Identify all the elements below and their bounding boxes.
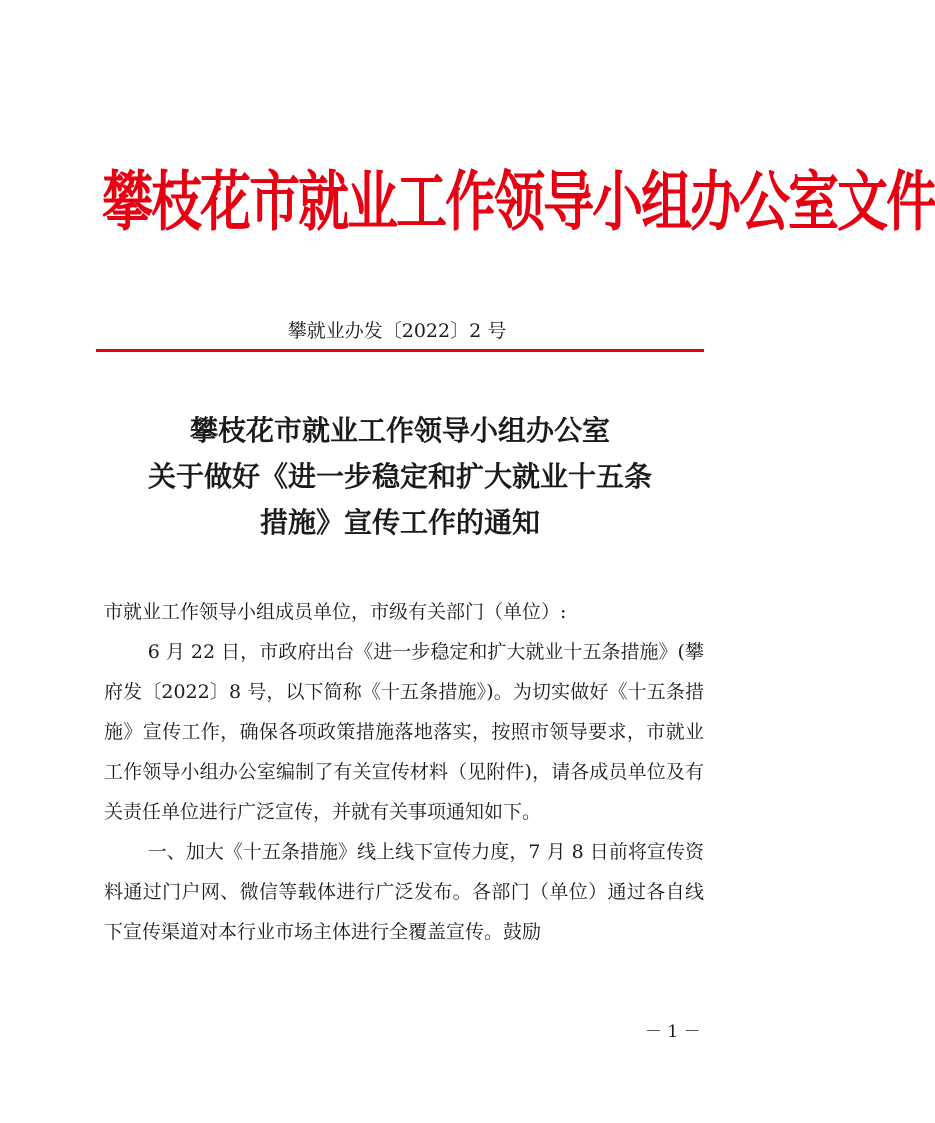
salutation: 市就业工作领导小组成员单位，市级有关部门（单位）:: [104, 601, 567, 623]
red-separator-line: [96, 349, 704, 352]
document-number: 攀就业办发〔2022〕2 号: [287, 320, 507, 342]
body-paragraph-2: 一、加大《十五条措施》线上线下宣传力度，7 月 8 日前将宣传资料通过门户网、微信等载体进行广泛发布。各部门（单位）通过各自线下宣传渠道对本行业市场主体进行全覆盖宣传。鼓励: [104, 841, 704, 943]
page-number: － 1 －: [645, 1022, 701, 1042]
document-title: [96, 408, 704, 546]
title-line-1: 攀枝花市就业工作领导小组办公室: [189, 414, 610, 447]
body-paragraph-1: 6 月 22 日，市政府出台《进一步稳定和扩大就业十五条措施》(攀府发〔2022〕8 号，以下简称《十五条措施》)。为切实做好《十五条措施》宣传工作，确保各项政策措施落地落实，按照市领导要求，市就业工作领导小组办公室编制了有关宣传材料（见附件)，请各成员单位及有关责任单位进行广泛宣传，并就有关事项通知如下。: [104, 641, 704, 823]
document-body: [104, 592, 704, 952]
title-line-3: 措施》宣传工作的通知: [259, 506, 540, 539]
title-line-2: 关于做好《进一步稳定和扩大就业十五条: [147, 460, 652, 493]
issuer-header: 攀枝花市就业工作领导小组办公室文件: [102, 165, 935, 240]
